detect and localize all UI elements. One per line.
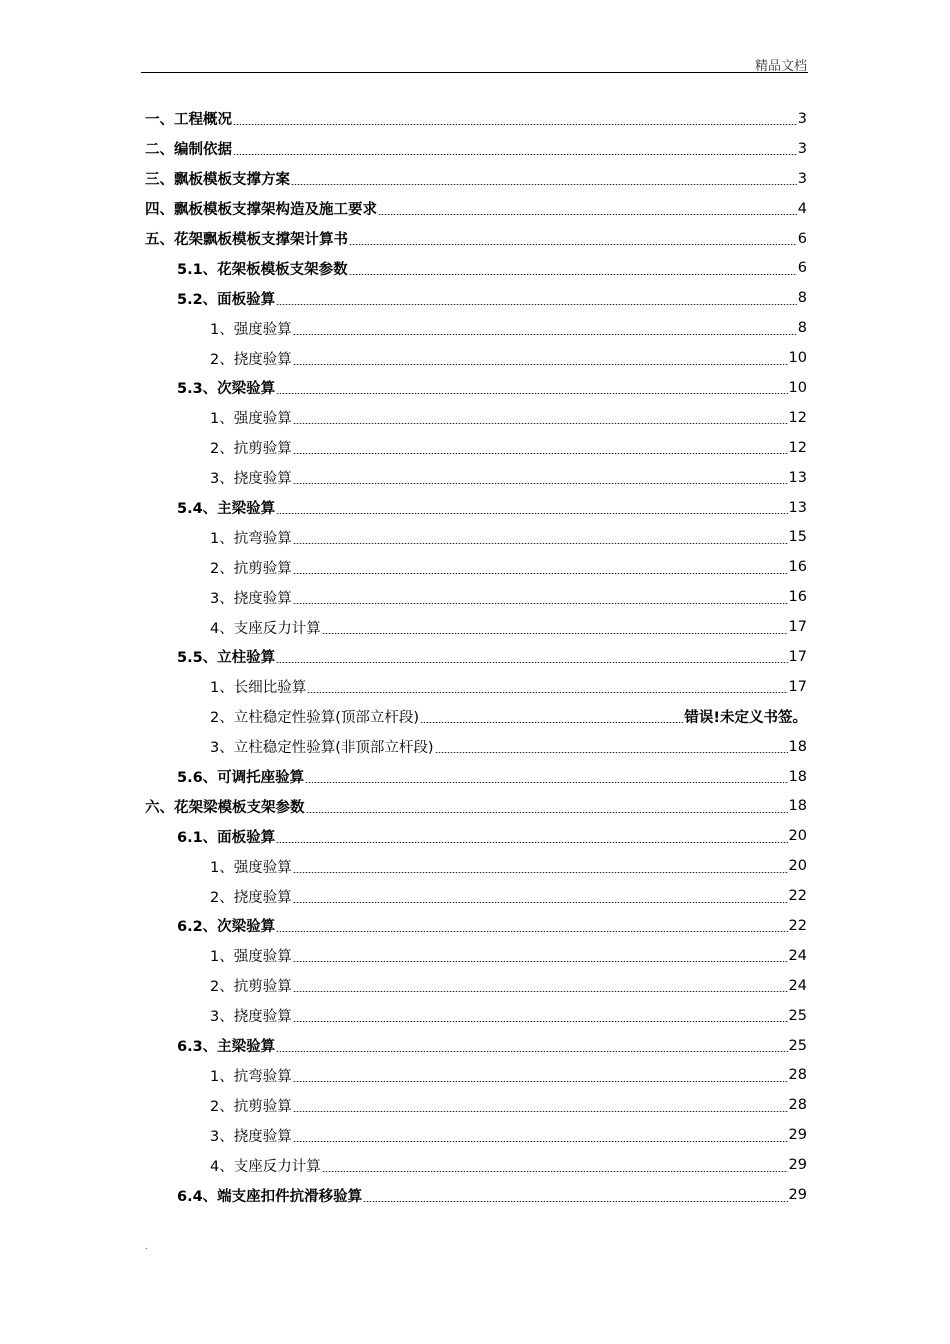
header-rule xyxy=(141,72,808,73)
dot-leader xyxy=(293,364,788,365)
toc-entry-page: 16 xyxy=(788,589,807,606)
toc-entry-page: 29 xyxy=(788,1157,807,1174)
dot-leader xyxy=(276,513,787,514)
toc-entry-title: 1、强度验算 xyxy=(210,321,292,338)
toc-entry[interactable] xyxy=(0,911,950,941)
toc-entry[interactable] xyxy=(0,672,950,702)
dot-leader xyxy=(293,1111,788,1112)
dot-leader xyxy=(305,782,787,783)
toc-entry-title: 4、支座反力计算 xyxy=(210,620,321,637)
toc-entry-title: 5.2、面板验算 xyxy=(177,291,276,308)
toc-entry-page: 18 xyxy=(788,768,807,785)
toc-entry-page: 3 xyxy=(797,170,807,187)
dot-leader xyxy=(293,1081,788,1082)
dot-leader xyxy=(293,991,788,992)
toc-entry-page: 17 xyxy=(788,619,807,636)
toc-entry-page: 17 xyxy=(788,648,807,665)
toc-entry-title: 三、飘板模板支撑方案 xyxy=(145,172,290,189)
toc-entry-page: 13 xyxy=(788,469,807,486)
toc-entry[interactable] xyxy=(0,1031,950,1061)
toc-entry[interactable] xyxy=(0,821,950,851)
dot-leader xyxy=(293,453,788,454)
toc-entry-page: 6 xyxy=(797,260,807,277)
toc-entry[interactable] xyxy=(0,433,950,463)
toc-entry-title: 1、强度验算 xyxy=(210,859,292,876)
toc-entry-title: 2、抗剪验算 xyxy=(210,441,292,458)
toc-entry-page: 16 xyxy=(788,559,807,576)
table-of-contents xyxy=(0,104,950,1210)
toc-entry-page: 12 xyxy=(788,439,807,456)
toc-entry-title: 3、挠度验算 xyxy=(210,1009,292,1026)
dot-leader xyxy=(306,812,788,813)
toc-entry[interactable] xyxy=(0,582,950,612)
toc-entry[interactable] xyxy=(0,104,950,134)
toc-entry-title: 3、立柱稳定性验算(非顶部立杆段) xyxy=(210,740,434,757)
toc-entry[interactable] xyxy=(0,463,950,493)
toc-entry-title: 3、挠度验算 xyxy=(210,1128,292,1145)
toc-entry-page: 3 xyxy=(797,140,807,157)
toc-entry[interactable] xyxy=(0,493,950,523)
toc-entry[interactable] xyxy=(0,134,950,164)
dot-leader xyxy=(420,722,683,723)
dot-leader xyxy=(293,1141,788,1142)
toc-entry[interactable] xyxy=(0,791,950,821)
dot-leader xyxy=(233,154,797,155)
dot-leader xyxy=(276,662,787,663)
toc-entry-page: 22 xyxy=(788,917,807,934)
toc-entry-page: 8 xyxy=(797,320,807,337)
toc-entry[interactable] xyxy=(0,403,950,433)
toc-entry-title: 5.3、次梁验算 xyxy=(177,381,276,398)
dot-leader xyxy=(293,1021,788,1022)
toc-entry-page: 28 xyxy=(788,1097,807,1114)
toc-entry-title: 6.2、次梁验算 xyxy=(177,919,276,936)
toc-entry[interactable] xyxy=(0,702,950,732)
dot-leader xyxy=(293,872,788,873)
toc-entry-page: 22 xyxy=(788,888,807,905)
toc-entry-page: 10 xyxy=(788,379,807,396)
toc-entry-page: 24 xyxy=(788,947,807,964)
toc-entry-page: 24 xyxy=(788,977,807,994)
toc-entry-title: 2、抗剪验算 xyxy=(210,979,292,996)
toc-entry[interactable] xyxy=(0,253,950,283)
toc-entry-title: 5.1、花架板模板支架参数 xyxy=(177,261,348,278)
toc-entry-title: 四、飘板模板支撑架构造及施工要求 xyxy=(145,202,377,219)
dot-leader xyxy=(293,543,788,544)
toc-entry-title: 2、抗剪验算 xyxy=(210,1098,292,1115)
dot-leader xyxy=(276,842,787,843)
toc-entry-page: 29 xyxy=(788,1187,807,1203)
toc-entry[interactable] xyxy=(0,522,950,552)
dot-leader xyxy=(349,274,797,275)
toc-entry[interactable] xyxy=(0,194,950,224)
toc-entry-page: 错误!未定义书签。 xyxy=(684,710,807,727)
toc-entry[interactable] xyxy=(0,1001,950,1031)
toc-entry[interactable] xyxy=(0,552,950,582)
toc-entry-page: 4 xyxy=(797,200,807,217)
toc-entry[interactable] xyxy=(0,642,950,672)
toc-entry[interactable] xyxy=(0,313,950,343)
toc-entry-title: 3、挠度验算 xyxy=(210,590,292,607)
dot-leader xyxy=(293,902,788,903)
toc-entry-page: 18 xyxy=(788,738,807,755)
toc-entry-title: 5.6、可调托座验算 xyxy=(177,770,305,787)
toc-entry-title: 2、立柱稳定性验算(顶部立杆段) xyxy=(210,710,420,727)
toc-entry[interactable] xyxy=(0,1180,950,1210)
dot-leader xyxy=(291,184,797,185)
toc-entry-page: 8 xyxy=(797,290,807,307)
toc-entry[interactable] xyxy=(0,373,950,403)
toc-entry-page: 25 xyxy=(788,1007,807,1024)
toc-entry-title: 6.1、面板验算 xyxy=(177,829,276,846)
toc-entry-page: 10 xyxy=(788,350,807,367)
toc-entry[interactable] xyxy=(0,612,950,642)
toc-entry-title: 3、挠度验算 xyxy=(210,471,292,488)
toc-entry[interactable] xyxy=(0,732,950,762)
toc-entry[interactable] xyxy=(0,971,950,1001)
dot-leader xyxy=(293,603,788,604)
toc-entry[interactable] xyxy=(0,762,950,792)
dot-leader xyxy=(363,1201,787,1202)
dot-leader xyxy=(435,752,788,753)
dot-leader xyxy=(233,124,797,125)
dot-leader xyxy=(322,633,788,634)
dot-leader xyxy=(276,393,787,394)
toc-entry-title: 2、挠度验算 xyxy=(210,351,292,368)
toc-entry-page: 3 xyxy=(797,110,807,127)
toc-entry-page: 25 xyxy=(788,1037,807,1054)
dot-leader xyxy=(293,573,788,574)
toc-entry[interactable] xyxy=(0,1150,950,1180)
toc-entry-page: 17 xyxy=(788,678,807,695)
dot-leader xyxy=(293,334,797,335)
toc-entry[interactable] xyxy=(0,851,950,881)
toc-entry-page: 12 xyxy=(788,409,807,426)
toc-entry-page: 29 xyxy=(788,1127,807,1144)
toc-entry-title: 6.3、主梁验算 xyxy=(177,1039,276,1056)
toc-entry[interactable] xyxy=(0,164,950,194)
dot-leader xyxy=(293,483,788,484)
toc-entry-page: 20 xyxy=(788,858,807,875)
toc-entry[interactable] xyxy=(0,1061,950,1091)
toc-entry-page: 13 xyxy=(788,499,807,516)
dot-leader xyxy=(378,214,797,215)
dot-leader xyxy=(293,961,788,962)
toc-entry-title: 2、抗剪验算 xyxy=(210,560,292,577)
toc-entry-title: 1、长细比验算 xyxy=(210,680,307,697)
dot-leader xyxy=(276,931,787,932)
toc-entry[interactable] xyxy=(0,343,950,373)
toc-entry-title: 4、支座反力计算 xyxy=(210,1158,321,1175)
toc-entry-page: 20 xyxy=(788,828,807,845)
toc-entry-page: 18 xyxy=(788,798,807,815)
toc-entry[interactable] xyxy=(0,881,950,911)
toc-entry-title: 1、强度验算 xyxy=(210,411,292,428)
toc-entry[interactable] xyxy=(0,1120,950,1150)
toc-entry[interactable] xyxy=(0,283,950,313)
page-header-label: 精品文档 xyxy=(754,59,807,74)
toc-entry-title: 二、编制依据 xyxy=(145,142,232,159)
toc-entry-title: 6.4、端支座扣件抗滑移验算 xyxy=(177,1188,363,1205)
toc-entry-title: 1、抗弯验算 xyxy=(210,1068,292,1085)
toc-entry[interactable] xyxy=(0,224,950,254)
toc-entry-title: 5.4、主梁验算 xyxy=(177,501,276,518)
toc-entry-page: 6 xyxy=(797,230,807,247)
footer-mark: . xyxy=(145,1241,149,1252)
toc-entry-title: 2、挠度验算 xyxy=(210,889,292,906)
toc-entry-title: 1、强度验算 xyxy=(210,949,292,966)
dot-leader xyxy=(293,423,788,424)
dot-leader xyxy=(349,244,797,245)
dot-leader xyxy=(276,304,797,305)
toc-entry-title: 1、抗弯验算 xyxy=(210,530,292,547)
dot-leader xyxy=(276,1051,787,1052)
toc-entry-title: 五、花架飘板模板支撑架计算书 xyxy=(145,232,348,248)
toc-entry-title: 六、花架梁模板支架参数 xyxy=(145,799,305,816)
toc-entry-page: 15 xyxy=(788,529,807,546)
dot-leader xyxy=(322,1171,788,1172)
toc-entry[interactable] xyxy=(0,941,950,971)
toc-entry-title: 一、工程概况 xyxy=(145,112,232,129)
toc-entry-page: 28 xyxy=(788,1067,807,1084)
toc-entry-title: 5.5、立柱验算 xyxy=(177,650,276,667)
dot-leader xyxy=(307,692,787,693)
toc-entry[interactable] xyxy=(0,1090,950,1120)
